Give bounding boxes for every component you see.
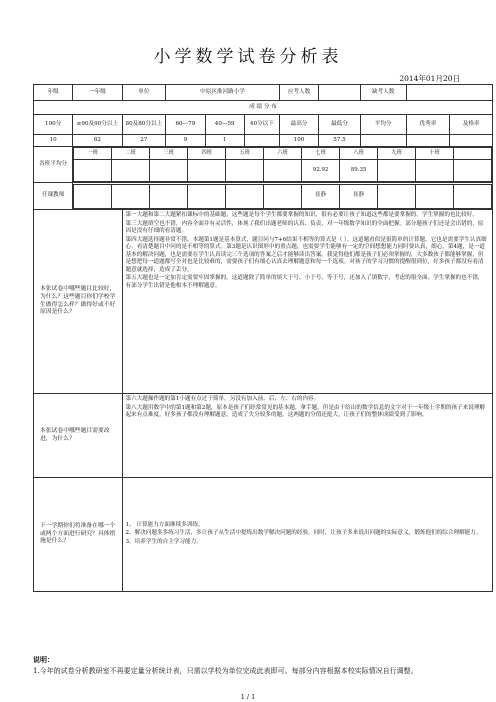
- teacher-name: [112, 184, 150, 208]
- class-name: 三班: [150, 148, 188, 160]
- page-number: 1 / 1: [240, 693, 256, 701]
- teacher-name: [378, 184, 416, 208]
- score-dist-title: 成 绩 分 布: [34, 101, 493, 115]
- class-avg: [378, 160, 416, 182]
- score-value: 27: [122, 135, 166, 147]
- score-header: 平均分: [360, 115, 406, 135]
- expected-value: [319, 85, 361, 101]
- score-header: 最低分: [319, 115, 361, 135]
- answer-paragraph: 第五大题也是一定加肯定需要牢固掌握的。这道题除了简单的填大于号、小于号、等于号，还加入了填数字，考虑的很全面。学生掌握的也不错，有部分学生出错是他根本不理解题意。: [125, 275, 484, 289]
- score-value: [450, 135, 493, 147]
- score-value: [406, 135, 450, 147]
- score-value: [244, 135, 279, 147]
- score-value: 1: [205, 135, 244, 147]
- class-name: 一班: [74, 148, 112, 160]
- q-improve-answer: [122, 394, 493, 478]
- score-header: 100分: [34, 115, 73, 135]
- class-name: 七班: [302, 148, 340, 160]
- answer-paragraph: 第八大题用数学中的第1题和第2题，原本是孩子们经常常见的基本题，拿手题，但是由于给出的数学信息的文字对于一年级上学期的孩子来说理解起来有点难度，好多孩子都没有理解题意，造成了失分较多的题。这两题的分值还挺大，让孩子们的整体成绩受到了影响。: [125, 404, 486, 419]
- score-value: 100: [279, 135, 318, 147]
- class-avg: [74, 160, 112, 182]
- class-avg: 89.35: [340, 160, 378, 182]
- teacher-name: [226, 184, 264, 208]
- class-name: 六班: [264, 148, 302, 160]
- q-improve-label: 本张试卷中哪些题目需要改进，为什么？: [34, 394, 123, 478]
- teacher-name: 崔静: [340, 184, 378, 208]
- grade-value: 一年级: [73, 85, 122, 101]
- answer-paragraph: 第三大题填空也不错，内容全面并有灵活性，体现了我们出题老师的认真、负责，对一年级数学知识的全面把握。部分题孩子们还是会出错的，原因是没有仔细的看清题。: [125, 220, 484, 235]
- score-header: 60—79: [166, 115, 205, 135]
- answer-paragraph: 2、解决问题多多练习生活，多让孩子从生活中提炼出数学解决问题的经验，同时，让孩子多来说出问题的实际意义，锻炼他们的综合理解能力。: [125, 530, 482, 537]
- report-date: 2014年01月20日: [399, 74, 460, 83]
- class-avg: [112, 160, 150, 182]
- class-name: 十班: [416, 148, 454, 160]
- q-good-label: 本张试卷中哪些题目比较好，为什么？这些题目你们学校学生做得怎么样？做得好或不好原因是什么？: [34, 210, 123, 394]
- teacher-name: 崔静: [302, 184, 340, 208]
- grade-label: 年级: [34, 85, 73, 101]
- teacher-label: 任课教师: [34, 183, 73, 210]
- score-header: 及格率: [450, 115, 493, 135]
- expected-label: 应考人数: [279, 85, 318, 101]
- teacher-name: [74, 184, 112, 208]
- q-plan-answer: [122, 478, 493, 592]
- class-avg: [416, 160, 454, 182]
- unit-value: 中原区淮河路小学: [166, 85, 280, 101]
- notes-line: 1.今年的试卷分析教研室不再要定量分析统计表，只需以学校为单位完成此表即可。每部分内容根据本校实际情况自行调整。: [33, 666, 418, 675]
- answer-paragraph: 第四大题选择题非常不错，本题第1题是基本算式，题目问与7+6结果不相等的算式是（ ）。这道题看似是很简单的计算题，它也是需要学生认真细心，看清楚题目中问的是不相等的算式。第3题是认识图形中的重点题，也需要学生能够有一定的空间想想能力同时要认真，细心，第4题，是一道基本的解决问题，也是需要在学生认真读完三个选项的答案之后才能够读出答案。我觉得他们都是孩子们必须掌握的，大多数孩子都能够掌握，但是想把每一道题都写全对也是比较难的，需要孩子们有细心认真去理解题意和每一个选项。对孩子的学习习惯的提醒很到位，好多孩子都没有看清题意就选择，造成了丢分。: [125, 236, 487, 273]
- score-header: 优秀率: [406, 115, 450, 135]
- teacher-name: [188, 184, 226, 208]
- class-avg-label: 各班平均分: [34, 147, 73, 183]
- absent-label: 缺考人数: [360, 85, 406, 101]
- teacher-grid: [73, 184, 492, 209]
- class-avg: [264, 160, 302, 182]
- score-header: 最高分: [279, 115, 318, 135]
- absent-value: [406, 85, 492, 101]
- class-name: 二班: [112, 148, 150, 160]
- class-name: 五班: [226, 148, 264, 160]
- class-avg: [226, 160, 264, 182]
- q-plan-label: 下一学期你们将准备在哪一个或两个方面进行研究？具体措施是什么？: [34, 478, 123, 592]
- score-value: 10: [34, 135, 73, 147]
- answer-paragraph: 1、 计算能力方面继续多训练。: [125, 521, 204, 528]
- class-avg: [150, 160, 188, 182]
- answer-paragraph: 第六大题操作题的第1小题有点过于简单。另没有加入前、后、左、右的内容。: [125, 396, 320, 402]
- class-avg: [188, 160, 226, 182]
- teacher-name: [416, 184, 454, 208]
- teacher-name: [264, 184, 302, 208]
- score-header-row: [34, 115, 493, 135]
- analysis-table: [33, 84, 493, 592]
- teacher-name: [150, 184, 188, 208]
- score-header: ≥90及90分以上: [73, 115, 122, 135]
- score-value: 62: [73, 135, 122, 147]
- notes: [33, 655, 473, 676]
- page-title: 小学数学试卷分析表: [153, 47, 343, 67]
- class-name: 八班: [340, 148, 378, 160]
- answer-paragraph: 第一大题和第二大题紧扣课标中的基础题，这些题是每个学生都要掌握的知识，很有必要让孩子知道这些都是要掌握的。学生掌握的也比较好。: [125, 212, 478, 218]
- answer-paragraph: 3、培养学生的自主学习能力。: [125, 538, 202, 545]
- class-avg-grid: [73, 147, 492, 182]
- score-value: 9: [166, 135, 205, 147]
- q-good-answer: [122, 210, 493, 394]
- class-name: 四班: [188, 148, 226, 160]
- score-value-row: [34, 135, 493, 147]
- notes-heading: 说明：: [33, 655, 54, 664]
- score-value: 57.5: [319, 135, 361, 147]
- score-header: 40分以下: [244, 115, 279, 135]
- unit-label: 单位: [122, 85, 166, 101]
- score-header: 80及80分以上: [122, 115, 166, 135]
- score-value: [360, 135, 406, 147]
- score-header: 40—59: [205, 115, 244, 135]
- class-avg: 92.92: [302, 160, 340, 182]
- class-name: 九班: [378, 148, 416, 160]
